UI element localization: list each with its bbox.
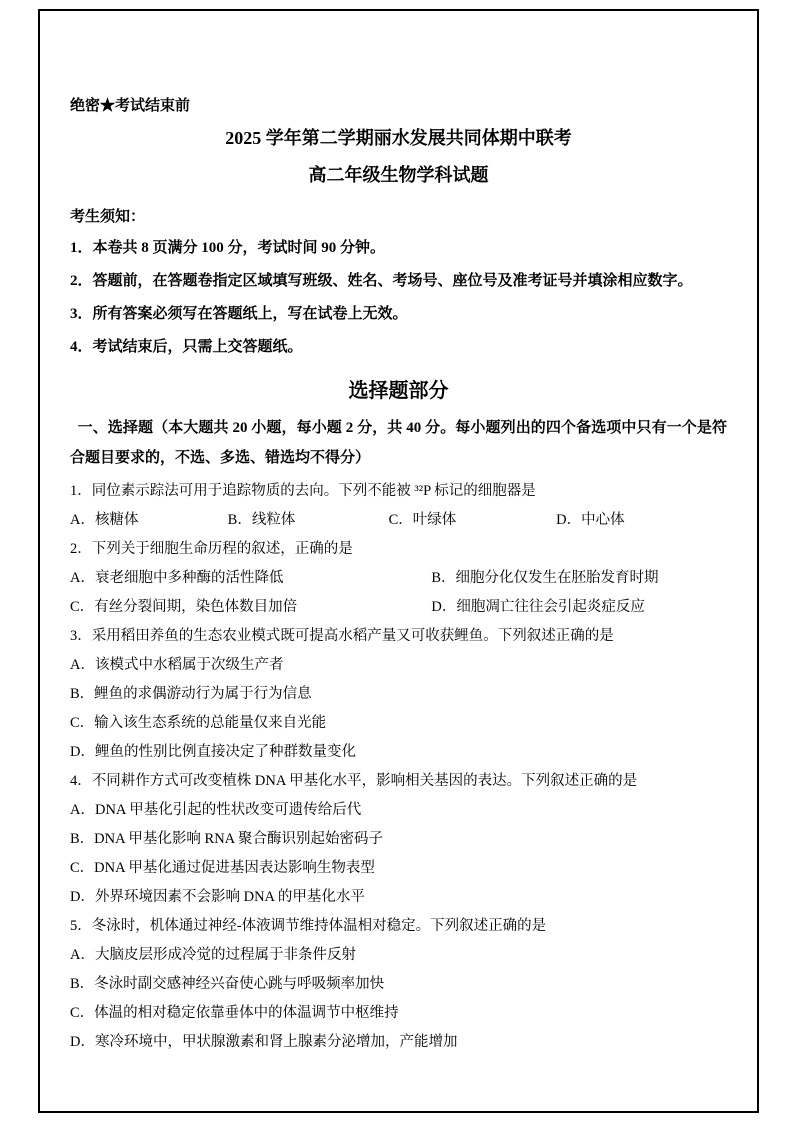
notice-item: 2．答题前，在答题卷指定区域填写班级、姓名、考场号、座位号及准考证号并填涂相应数字。 — [70, 272, 693, 289]
option: D．细胞凋亡往往会引起炎症反应 — [431, 598, 645, 615]
option: B．鲤鱼的求偶游动行为属于行为信息 — [70, 685, 312, 702]
option: A．衰老细胞中多种酶的活性降低 — [70, 569, 284, 586]
option: C．输入该生态系统的总能量仅来自光能 — [70, 714, 327, 731]
option: C．叶绿体 — [388, 511, 457, 528]
option: B．DNA 甲基化影响 RNA 聚合酶识别起始密码子 — [70, 830, 383, 847]
security-classification: 绝密★考试结束前 — [70, 98, 191, 114]
options — [70, 796, 727, 912]
options — [70, 564, 727, 622]
notice-list — [70, 232, 727, 364]
question-stem: 4．不同耕作方式可改变植株 DNA 甲基化水平，影响相关基因的表达。下列叙述正确的是 — [70, 772, 638, 789]
exam-title: 2025 学年第二学期丽水发展共同体期中联考 — [225, 128, 572, 148]
options — [70, 941, 727, 1057]
section-title: 选择题部分 — [348, 379, 449, 402]
option: D．鲤鱼的性别比例直接决定了种群数量变化 — [70, 743, 356, 760]
question — [70, 535, 727, 622]
option: A．大脑皮层形成冷觉的过程属于非条件反射 — [70, 946, 356, 963]
notice-item: 3．所有答案必须写在答题纸上，写在试卷上无效。 — [70, 305, 408, 322]
question-stem: 2．下列关于细胞生命历程的叙述，正确的是 — [70, 540, 353, 557]
option: A．DNA 甲基化引起的性状改变可遗传给后代 — [70, 801, 362, 818]
option: B．线粒体 — [227, 511, 296, 528]
question-stem: 1．同位素示踪法可用于追踪物质的去向。下列不能被 ³²P 标记的细胞器是 — [70, 482, 536, 499]
notice-heading: 考生须知： — [70, 208, 146, 225]
option: A．该模式中水稻属于次级生产者 — [70, 656, 284, 673]
option: C．有丝分裂间期，染色体数目加倍 — [70, 598, 298, 615]
exam-subtitle: 高二年级生物学科试题 — [308, 165, 489, 186]
option: B．细胞分化仅发生在胚胎发育时期 — [431, 569, 659, 586]
option: D．外界环境因素不会影响 DNA 的甲基化水平 — [70, 888, 365, 905]
option: C．DNA 甲基化通过促进基因表达影响生物表型 — [70, 859, 375, 876]
question — [70, 767, 727, 912]
question — [70, 912, 727, 1057]
options — [70, 506, 727, 535]
question-list — [70, 477, 727, 1057]
options — [70, 651, 727, 767]
option: B．冬泳时副交感神经兴奋使心跳与呼吸频率加快 — [70, 975, 385, 992]
question — [70, 622, 727, 767]
question-stem: 5．冬泳时，机体通过神经-体液调节维持体温相对稳定。下列叙述正确的是 — [70, 917, 547, 934]
option: D．寒冷环境中，甲状腺激素和肾上腺素分泌增加，产能增加 — [70, 1033, 458, 1050]
notice-item: 4．考试结束后，只需上交答题纸。 — [70, 338, 303, 355]
question — [70, 477, 727, 535]
option: D．中心体 — [556, 511, 625, 528]
option: C．体温的相对稳定依靠垂体中的体温调节中枢维持 — [70, 1004, 399, 1021]
question-stem: 3．采用稻田养鱼的生态农业模式既可提高水稻产量又可收获鲤鱼。下列叙述正确的是 — [70, 627, 614, 644]
section-instructions: 一、选择题（本大题共 20 小题，每小题 2 分，共 40 分。每小题列出的四个备选项中只有一个是符合题目要求的，不选、多选、错选均不得分） — [70, 419, 727, 466]
notice-item: 1．本卷共 8 页满分 100 分，考试时间 90 分钟。 — [70, 239, 386, 256]
option: A．核糖体 — [70, 511, 139, 528]
